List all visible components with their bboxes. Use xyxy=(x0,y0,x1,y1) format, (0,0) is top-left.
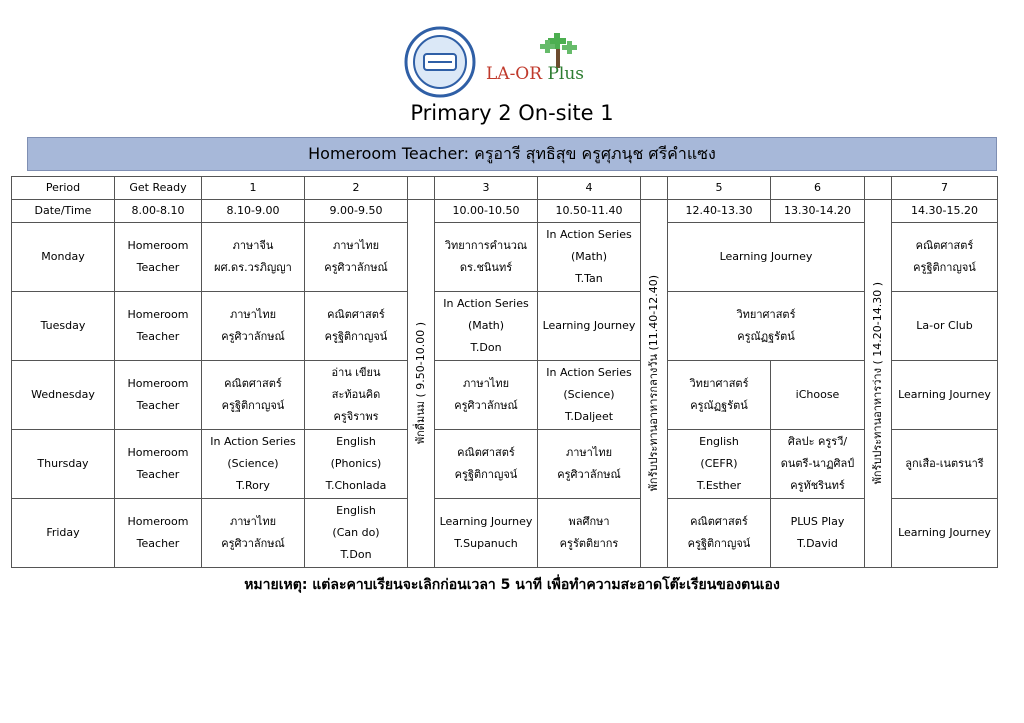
cell-get-ready: Homeroom Teacher xyxy=(115,499,202,568)
cell-get-ready: Homeroom Teacher xyxy=(115,223,202,292)
period-row xyxy=(12,177,998,200)
cell-p3: In Action Series (Math) T.Don xyxy=(435,292,538,361)
day-label: Friday xyxy=(12,499,115,568)
cell-p4: In Action Series (Math) T.Tan xyxy=(538,223,641,292)
cell-p7: ลูกเสือ-เนตรนารี xyxy=(892,430,998,499)
homeroom-banner: Homeroom Teacher: ครูอารี สุทธิสุข ครูศุภนุช ศรีคำแซง xyxy=(27,137,997,171)
cell-p6: ศิลปะ ครูรวี/ ดนตรี-นาฏศิลป์ ครูทัชรินทร์ xyxy=(771,430,865,499)
cell-p2: คณิตศาสตร์ ครูฐิติกาญจน์ xyxy=(305,292,408,361)
time-5: 12.40-13.30 xyxy=(668,200,771,223)
cell-p5-p6: Learning Journey xyxy=(668,223,865,292)
time-7: 14.30-15.20 xyxy=(892,200,998,223)
afternoon-break xyxy=(865,200,892,568)
period-7: 7 xyxy=(892,177,998,200)
cell-p5: วิทยาศาสตร์ ครูณัฏฐรัตน์ xyxy=(668,361,771,430)
period-3: 3 xyxy=(435,177,538,200)
wednesday-row xyxy=(12,361,998,430)
cell-p1: ภาษาไทย ครูศิวาลักษณ์ xyxy=(202,499,305,568)
cell-p1: In Action Series (Science) T.Rory xyxy=(202,430,305,499)
cell-p5-p6: วิทยาศาสตร์ ครูณัฏฐรัตน์ xyxy=(668,292,865,361)
afternoon-break-label: พักรับประทานอาหารว่าง ( 14.20-14.30 ) xyxy=(871,282,884,485)
monday-row xyxy=(12,223,998,292)
period-6: 6 xyxy=(771,177,865,200)
day-label: Thursday xyxy=(12,430,115,499)
cell-p7: La-or Club xyxy=(892,292,998,361)
page-title: Primary 2 On-site 1 xyxy=(410,101,614,125)
cell-p5: English (CEFR) T.Esther xyxy=(668,430,771,499)
period-header: Period xyxy=(12,177,115,200)
period-4: 4 xyxy=(538,177,641,200)
period-1: 1 xyxy=(202,177,305,200)
cell-p6: PLUS Play T.David xyxy=(771,499,865,568)
cell-p5: คณิตศาสตร์ ครูฐิติกาญจน์ xyxy=(668,499,771,568)
cell-p3: ภาษาไทย ครูศิวาลักษณ์ xyxy=(435,361,538,430)
cell-p3: วิทยาการคำนวณ ดร.ชนินทร์ xyxy=(435,223,538,292)
cell-p1: คณิตศาสตร์ ครูฐิติกาญจน์ xyxy=(202,361,305,430)
cell-p4: Learning Journey xyxy=(538,292,641,361)
lunch-break-header xyxy=(641,177,668,200)
cell-p3: คณิตศาสตร์ ครูฐิติกาญจน์ xyxy=(435,430,538,499)
time-6: 13.30-14.20 xyxy=(771,200,865,223)
thursday-row xyxy=(12,430,998,499)
cell-p7: คณิตศาสตร์ ครูฐิติกาญจน์ xyxy=(892,223,998,292)
time-4: 10.50-11.40 xyxy=(538,200,641,223)
cell-p1: ภาษาจีน ผศ.ดร.วรภิญญา xyxy=(202,223,305,292)
lunch-break-label: พักรับประทานอาหารกลางวัน (11.40-12.40) xyxy=(647,275,660,492)
cell-p2: อ่าน เขียน สะท้อนคิด ครูจิราพร xyxy=(305,361,408,430)
day-label: Wednesday xyxy=(12,361,115,430)
lunch-break xyxy=(641,200,668,568)
cell-p7: Learning Journey xyxy=(892,499,998,568)
period-get-ready: Get Ready xyxy=(115,177,202,200)
cell-p2: English (Phonics) T.Chonlada xyxy=(305,430,408,499)
footnote: หมายเหตุ: แต่ละคาบเรียนจะเลิกก่อนเวลา 5 นาที เพื่อทำความสะอาดโต๊ะเรียนของตนเอง xyxy=(244,577,780,593)
morning-break-label: พักดื่มนม ( 9.50-10.00 ) xyxy=(414,322,427,445)
timetable xyxy=(11,176,998,568)
cell-p6: iChoose xyxy=(771,361,865,430)
logo-area xyxy=(404,26,604,100)
cell-get-ready: Homeroom Teacher xyxy=(115,361,202,430)
brand-text: LA-OR Plus xyxy=(486,64,585,84)
afternoon-break-header xyxy=(865,177,892,200)
cell-get-ready: Homeroom Teacher xyxy=(115,430,202,499)
friday-row xyxy=(12,499,998,568)
day-label: Monday xyxy=(12,223,115,292)
time-header: Date/Time xyxy=(12,200,115,223)
cell-get-ready: Homeroom Teacher xyxy=(115,292,202,361)
school-seal-icon xyxy=(404,26,476,98)
cell-p4: พลศึกษา ครูรัตติยากร xyxy=(538,499,641,568)
cell-p2: English (Can do) T.Don xyxy=(305,499,408,568)
day-label: Tuesday xyxy=(12,292,115,361)
period-5: 5 xyxy=(668,177,771,200)
period-2: 2 xyxy=(305,177,408,200)
time-1: 8.10-9.00 xyxy=(202,200,305,223)
tree-icon xyxy=(538,32,578,68)
cell-p7: Learning Journey xyxy=(892,361,998,430)
cell-p4: In Action Series (Science) T.Daljeet xyxy=(538,361,641,430)
cell-p1: ภาษาไทย ครูศิวาลักษณ์ xyxy=(202,292,305,361)
tuesday-row xyxy=(12,292,998,361)
time-2: 9.00-9.50 xyxy=(305,200,408,223)
time-3: 10.00-10.50 xyxy=(435,200,538,223)
morning-break xyxy=(408,200,435,568)
morning-break-header xyxy=(408,177,435,200)
time-get-ready: 8.00-8.10 xyxy=(115,200,202,223)
la-or-plus-logo xyxy=(486,32,604,98)
time-row xyxy=(12,200,998,223)
cell-p2: ภาษาไทย ครูศิวาลักษณ์ xyxy=(305,223,408,292)
cell-p4: ภาษาไทย ครูศิวาลักษณ์ xyxy=(538,430,641,499)
cell-p3: Learning Journey T.Supanuch xyxy=(435,499,538,568)
